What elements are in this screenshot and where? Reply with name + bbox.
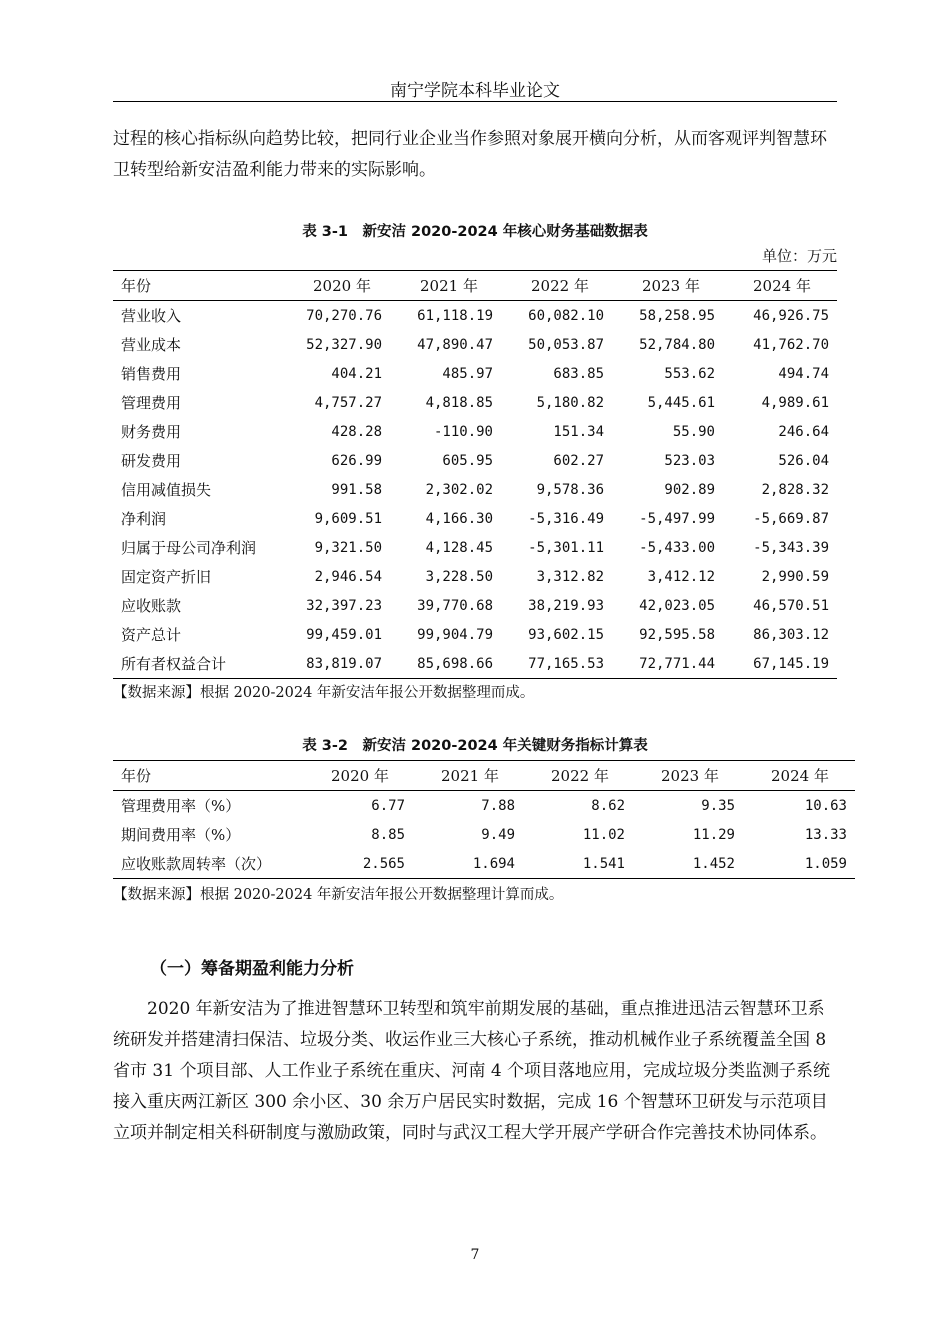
section-paragraph (113, 994, 841, 1149)
value-cell: 38,219.93 (528, 597, 604, 614)
table2-source: 【数据来源】根据 2020-2024 年新安洁年报公开数据整理计算而成。 (113, 887, 564, 903)
value-cell: 4,128.45 (425, 539, 493, 556)
table-row (113, 791, 855, 821)
header-cell: 2020 年 (313, 277, 371, 295)
value-cell: -5,497.99 (639, 510, 715, 527)
header-cell: 2022 年 (531, 277, 589, 295)
table-header-row (113, 761, 855, 791)
value-cell: 1.694 (472, 855, 515, 872)
table-row (113, 301, 837, 331)
value-cell: 683.85 (553, 365, 604, 382)
table1-caption: 表 3-1 新安洁 2020-2024 年核心财务基础数据表 (302, 224, 648, 240)
value-cell: 47,890.47 (417, 336, 493, 353)
value-cell: 41,762.70 (753, 336, 829, 353)
header-cell: 2021 年 (441, 767, 499, 785)
table-row (113, 562, 837, 591)
value-cell: 13.33 (804, 826, 847, 843)
row-label-cell: 财务费用 (121, 423, 182, 441)
value-cell: 553.62 (664, 365, 715, 382)
value-cell: 46,570.51 (753, 597, 829, 614)
value-cell: 58,258.95 (639, 307, 715, 324)
value-cell: 11.29 (692, 826, 735, 843)
row-label-cell: 归属于母公司净利润 (121, 539, 257, 557)
value-cell: 523.03 (664, 452, 715, 469)
table-header-row (113, 271, 837, 301)
value-cell: 52,784.80 (639, 336, 715, 353)
value-cell: 991.58 (331, 481, 382, 498)
value-cell: 72,771.44 (639, 655, 715, 672)
value-cell: 246.64 (778, 423, 829, 440)
value-cell: 2.565 (362, 855, 405, 872)
row-label-cell: 资产总计 (121, 626, 182, 644)
header-cell: 2023 年 (642, 277, 700, 295)
value-cell: 9,321.50 (314, 539, 382, 556)
value-cell: 92,595.58 (639, 626, 715, 643)
header-cell: 2024 年 (771, 767, 829, 785)
value-cell: 2,990.59 (761, 568, 829, 585)
header-cell: 2024 年 (753, 277, 811, 295)
table1-source: 【数据来源】根据 2020-2024 年新安洁年报公开数据整理而成。 (113, 685, 535, 701)
value-cell: 3,312.82 (536, 568, 604, 585)
intro-paragraph (113, 124, 841, 186)
header-cell: 年份 (121, 277, 152, 295)
table-row (113, 533, 837, 562)
value-cell: 10.63 (804, 797, 847, 814)
table-row (113, 504, 837, 533)
value-cell: 5,180.82 (536, 394, 604, 411)
value-cell: 52,327.90 (306, 336, 382, 353)
value-cell: 1.452 (692, 855, 735, 872)
row-label-cell: 营业成本 (121, 336, 182, 354)
table-row (113, 849, 855, 879)
value-cell: 86,303.12 (753, 626, 829, 643)
value-cell: 77,165.53 (528, 655, 604, 672)
table1-unit: 单位：万元 (761, 247, 837, 265)
value-cell: 151.34 (553, 423, 604, 440)
value-cell: 9.49 (481, 826, 515, 843)
value-cell: 526.04 (778, 452, 829, 469)
value-cell: 4,757.27 (314, 394, 382, 411)
value-cell: 4,818.85 (425, 394, 493, 411)
row-label-cell: 净利润 (121, 510, 167, 528)
row-label-cell: 研发费用 (121, 452, 182, 470)
value-cell: -5,669.87 (753, 510, 829, 527)
table-row (113, 417, 837, 446)
value-cell: 55.90 (672, 423, 715, 440)
table-row (113, 620, 837, 649)
value-cell: 494.74 (778, 365, 829, 382)
value-cell: 9.35 (701, 797, 735, 814)
section-heading: （一）筹备期盈利能力分析 (150, 959, 354, 979)
table-row (113, 820, 855, 849)
row-label-cell: 期间费用率（%） (121, 826, 241, 844)
value-cell: 93,602.15 (528, 626, 604, 643)
page-number: 7 (470, 1247, 480, 1263)
financial-data-table (113, 270, 837, 679)
value-cell: 99,459.01 (306, 626, 382, 643)
value-cell: 2,946.54 (314, 568, 382, 585)
value-cell: 67,145.19 (753, 655, 829, 672)
value-cell: -110.90 (433, 423, 493, 440)
table-row (113, 330, 837, 359)
table-row (113, 388, 837, 417)
value-cell: 8.85 (371, 826, 405, 843)
intro-text: 过程的核心指标纵向趋势比较，把同行业企业当作参照对象展开横向分析，从而客观评判智慧环卫转型给新安洁盈利能力带来的实际影响。 (113, 129, 827, 180)
table2-body (113, 791, 855, 879)
value-cell: 902.89 (664, 481, 715, 498)
value-cell: 404.21 (331, 365, 382, 382)
value-cell: 3,228.50 (425, 568, 493, 585)
header-cell: 2020 年 (331, 767, 389, 785)
value-cell: 4,989.61 (761, 394, 829, 411)
row-label-cell: 管理费用率（%） (121, 797, 241, 815)
value-cell: 61,118.19 (417, 307, 493, 324)
value-cell: 7.88 (481, 797, 515, 814)
value-cell: 485.97 (442, 365, 493, 382)
row-label-cell: 管理费用 (121, 394, 182, 412)
row-label-cell: 应收账款周转率（次） (121, 855, 272, 873)
header-cell: 2021 年 (420, 277, 478, 295)
table-row (113, 475, 837, 504)
value-cell: 99,904.79 (417, 626, 493, 643)
value-cell: 3,412.12 (647, 568, 715, 585)
row-label-cell: 营业收入 (121, 307, 182, 325)
value-cell: 626.99 (331, 452, 382, 469)
value-cell: 605.95 (442, 452, 493, 469)
value-cell: 83,819.07 (306, 655, 382, 672)
header-cell: 年份 (121, 767, 152, 785)
value-cell: 60,082.10 (528, 307, 604, 324)
table-row (113, 446, 837, 475)
financial-ratio-table (113, 760, 855, 879)
value-cell: 428.28 (331, 423, 382, 440)
section-text: 2020 年新安洁为了推进智慧环卫转型和筑牢前期发展的基础，重点推进迅洁云智慧环卫系统研发并搭建清扫保洁、垃圾分类、收运作业三大核心子系统，推动机械作业子系统覆盖全国 8 省市 31 个项目部、人工作业子系统在重庆、河南 4 个项目落地应用，完成垃圾分类监测子系统接入重庆两江新区 300 余小区、30 余万户居民实时数据，完成 16 个智慧环卫研发与示范项目立项并制定相关科研制度与激励政策，同时与武汉工程大学开展产学研合作完善技术协同体系。 (113, 999, 831, 1143)
table-row (113, 591, 837, 620)
row-label-cell: 销售费用 (121, 365, 182, 383)
value-cell: -5,433.00 (639, 539, 715, 556)
value-cell: 9,609.51 (314, 510, 382, 527)
value-cell: -5,343.39 (753, 539, 829, 556)
value-cell: 8.62 (591, 797, 625, 814)
value-cell: 6.77 (371, 797, 405, 814)
value-cell: 5,445.61 (647, 394, 715, 411)
header-cell: 2022 年 (551, 767, 609, 785)
table2-caption: 表 3-2 新安洁 2020-2024 年关键财务指标计算表 (302, 738, 648, 754)
header-cell: 2023 年 (661, 767, 719, 785)
row-label-cell: 信用减值损失 (121, 481, 212, 499)
value-cell: 70,270.76 (306, 307, 382, 324)
value-cell: -5,316.49 (528, 510, 604, 527)
page-header: 南宁学院本科毕业论文 (390, 81, 560, 101)
value-cell: 32,397.23 (306, 597, 382, 614)
value-cell: 4,166.30 (425, 510, 493, 527)
table1-body (113, 301, 837, 679)
value-cell: 11.02 (582, 826, 625, 843)
value-cell: -5,301.11 (528, 539, 604, 556)
row-label-cell: 固定资产折旧 (121, 568, 212, 586)
value-cell: 1.541 (582, 855, 625, 872)
value-cell: 602.27 (553, 452, 604, 469)
row-label-cell: 应收账款 (121, 597, 182, 615)
table-row (113, 649, 837, 679)
value-cell: 1.059 (804, 855, 847, 872)
value-cell: 42,023.05 (639, 597, 715, 614)
value-cell: 85,698.66 (417, 655, 493, 672)
header-divider (113, 101, 837, 102)
value-cell: 2,302.02 (425, 481, 493, 498)
value-cell: 2,828.32 (761, 481, 829, 498)
value-cell: 46,926.75 (753, 307, 829, 324)
row-label-cell: 所有者权益合计 (121, 655, 227, 673)
value-cell: 9,578.36 (536, 481, 604, 498)
value-cell: 39,770.68 (417, 597, 493, 614)
table-row (113, 359, 837, 388)
value-cell: 50,053.87 (528, 336, 604, 353)
